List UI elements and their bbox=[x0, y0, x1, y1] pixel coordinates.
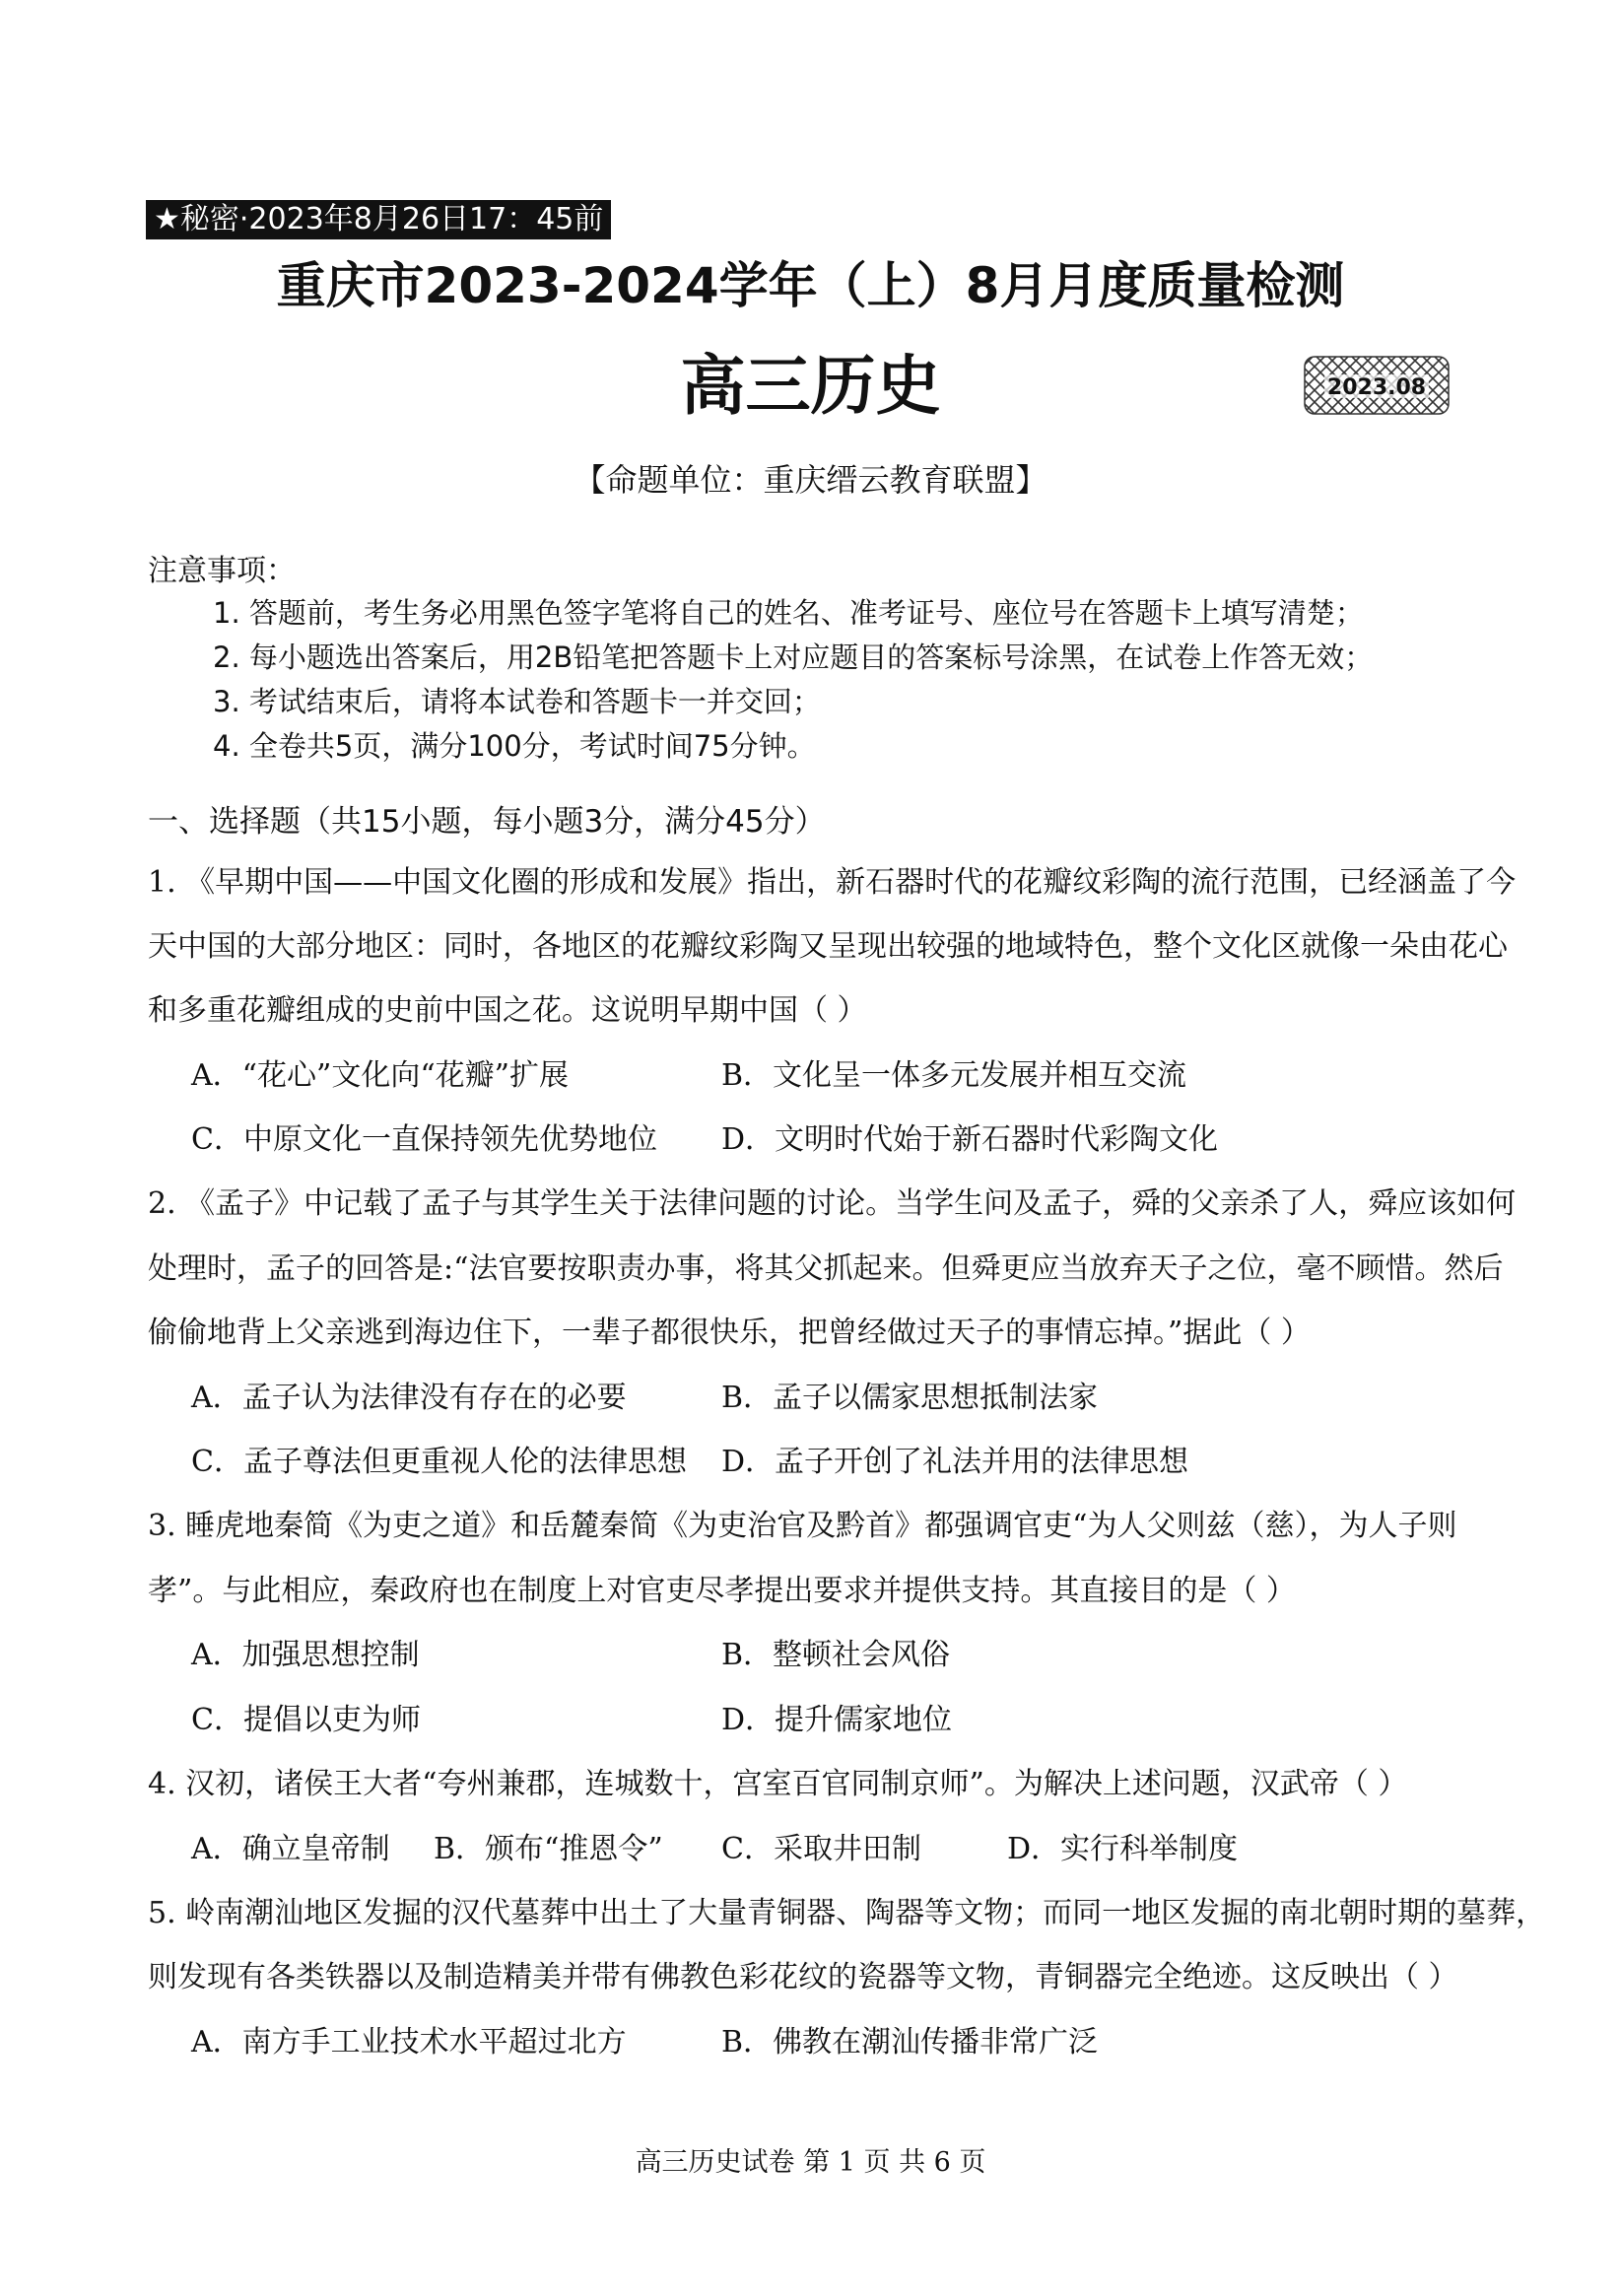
question-3-option-a: A．加强思想控制 bbox=[191, 1638, 420, 1672]
notice-item: 3. 考试结束后，请将本试卷和答题卡一并交回； bbox=[213, 685, 821, 718]
confidential-label: ★秘密·2023年8月26日17：45前 bbox=[146, 200, 611, 239]
question-5-option-b: B．佛教在潮汕传播非常广泛 bbox=[721, 2025, 1099, 2060]
question-4-option-d: D．实行科举制度 bbox=[1007, 1832, 1239, 1866]
question-4-text: 4. 汉初，诸侯王大者“夸州兼郡，连城数十，宫室百官同制京师”。为解决上述问题，汉武帝（ ） bbox=[148, 1767, 1408, 1801]
question-1-text: 和多重花瓣组成的史前中国之花。这说明早期中国（ ） bbox=[148, 993, 867, 1028]
date-stamp bbox=[1303, 355, 1451, 416]
question-5-text: 则发现有各类铁器以及制造精美并带有佛教色彩花纹的瓷器等文物，青铜器完全绝迹。这反映出（ ） bbox=[148, 1960, 1458, 1994]
question-3-option-b: B．整顿社会风俗 bbox=[721, 1638, 951, 1672]
question-5-text: 5. 岭南潮汕地区发掘的汉代墓葬中出土了大量青铜器、陶器等文物；而同一地区发掘的南北朝时期的墓葬， bbox=[148, 1896, 1546, 1930]
notice-heading: 注意事项： bbox=[148, 554, 296, 588]
question-1-text: 1. 《早期中国——中国文化圈的形成和发展》指出，新石器时代的花瓣纹彩陶的流行范围，已经涵盖了今 bbox=[148, 865, 1517, 900]
stamp-text: 2023.08 bbox=[1326, 375, 1427, 400]
page-footer: 高三历史试卷 第 1 页 共 6 页 bbox=[635, 2147, 986, 2178]
subject-title: 高三历史 bbox=[680, 348, 941, 424]
exam-title: 重庆市2023-2024学年（上）8月月度质量检测 bbox=[276, 257, 1345, 314]
notice-item: 2. 每小题选出答案后，用2B铅笔把答题卡上对应题目的答案标号涂黑，在试卷上作答无效； bbox=[213, 641, 1374, 674]
question-1-text: 天中国的大部分地区：同时，各地区的花瓣纹彩陶又呈现出较强的地域特色，整个文化区就像一朵由花心 bbox=[148, 929, 1508, 964]
question-2-text: 2. 《孟子》中记载了孟子与其学生关于法律问题的讨论。当学生问及孟子，舜的父亲杀了人，舜应该如何 bbox=[148, 1186, 1517, 1221]
question-5-option-a: A．南方手工业技术水平超过北方 bbox=[191, 2025, 627, 2060]
question-1-option-a: A．“花心”文化向“花瓣”扩展 bbox=[191, 1058, 570, 1093]
question-4-option-a: A．确立皇帝制 bbox=[191, 1832, 390, 1866]
issuing-unit: 【命题单位：重庆缙云教育联盟】 bbox=[574, 461, 1047, 499]
question-2-text: 偷偷地背上父亲逃到海边住下，一辈子都很快乐，把曾经做过天子的事情忘掉。”据此（ ） bbox=[148, 1316, 1311, 1350]
question-3-option-c: C．提倡以吏为师 bbox=[191, 1703, 421, 1737]
question-2-option-d: D．孟子开创了礼法并用的法律思想 bbox=[721, 1445, 1189, 1479]
question-2-option-c: C．孟子尊法但更重视人伦的法律思想 bbox=[191, 1445, 687, 1479]
question-2-text: 处理时，孟子的回答是:“法官要按职责办事，将其父抓起来。但舜更应当放弃天子之位，毫不顾惜。然后 bbox=[148, 1251, 1504, 1286]
question-3-text: 3. 睡虎地秦简《为吏之道》和岳麓秦简《为吏治官及黔首》都强调官吏“为人父则兹（慈），为人子则 bbox=[148, 1509, 1457, 1543]
notice-item: 1. 答题前，考生务必用黑色签字笔将自己的姓名、准考证号、座位号在答题卡上填写清楚； bbox=[213, 596, 1364, 630]
question-1-option-b: B．文化呈一体多元发展并相互交流 bbox=[721, 1058, 1187, 1093]
question-3-text: 孝”。与此相应，秦政府也在制度上对官吏尽孝提出要求并提供支持。其直接目的是（ ） bbox=[148, 1574, 1296, 1608]
question-4-option-c: C．采取井田制 bbox=[721, 1832, 921, 1866]
section-title: 一、选择题（共15小题，每小题3分，满分45分） bbox=[148, 804, 826, 840]
question-3-option-d: D．提升儒家地位 bbox=[721, 1703, 953, 1737]
question-2-option-a: A．孟子认为法律没有存在的必要 bbox=[191, 1381, 627, 1415]
notice-item: 4. 全卷共5页，满分100分，考试时间75分钟。 bbox=[213, 729, 816, 763]
question-2-option-b: B．孟子以儒家思想抵制法家 bbox=[721, 1381, 1099, 1415]
question-1-option-c: C．中原文化一直保持领先优势地位 bbox=[191, 1122, 657, 1157]
question-1-option-d: D．文明时代始于新石器时代彩陶文化 bbox=[721, 1122, 1219, 1157]
question-4-option-b: B．颁布“推恩令” bbox=[434, 1832, 663, 1866]
